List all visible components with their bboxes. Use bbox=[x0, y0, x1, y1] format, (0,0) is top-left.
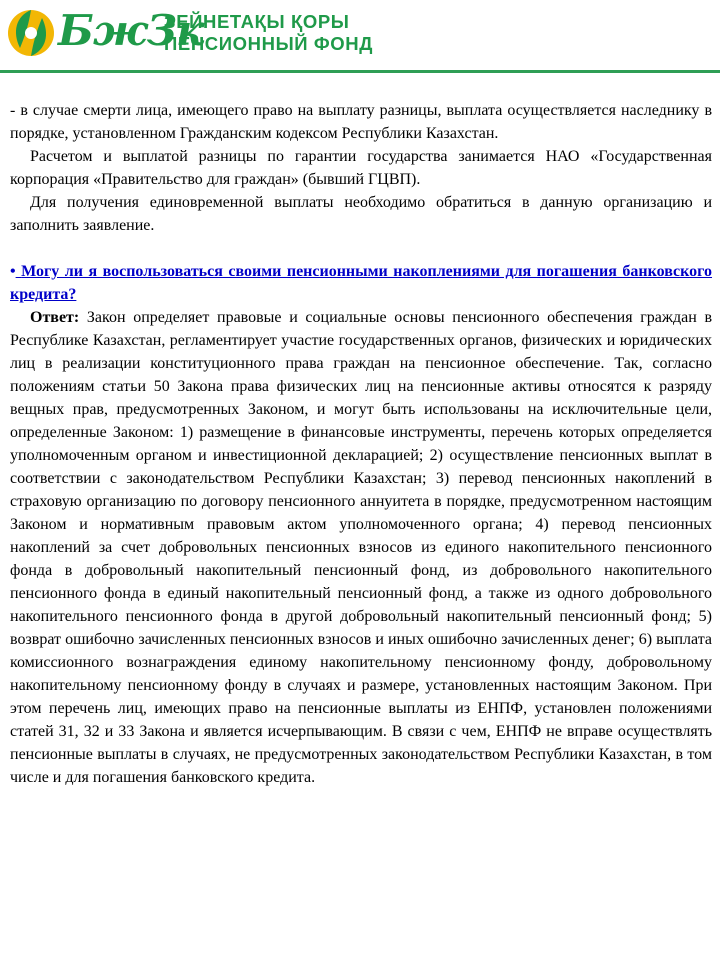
paragraph-inheritance: - в случае смерти лица, имеющего право на выплату разницы, выплата осуществляется наследнику в порядке, установленном Гражданским кодексом Республики Казахстан. bbox=[10, 102, 712, 142]
page-header bbox=[0, 0, 720, 70]
faq-question[interactable] bbox=[10, 260, 712, 306]
header-divider bbox=[0, 70, 720, 73]
org-name-russian: ПЕНСИОННЫЙ ФОНД bbox=[164, 33, 374, 54]
answer-text: Закон определяет правовые и социальные основы пенсионного обеспечения граждан в Республике Казахстан, регламентирует участие государственных органов, физических и юридических лиц в реализации конституционного права граждан на пенсионное обеспечение. Так, согласно положениям статьи 50 Закона права физических лиц на пенсионные активы относятся к разряду вещных прав, предусмотренных Законом, и могут быть использованы на исключительные цели, определенные Законом: 1) размещение в финансовые инструменты, перечень которых определяется уполномоченным органом и инвестиционной декларацией; 2) осуществление пенсионных выплат в соответствии с законодательством Республики Казахстан; 3) перевод пенсионных накоплений в страховую организацию по договору пенсионного аннуитета в порядке, предусмотренном настоящим Законом и нормативным правовым актом уполномоченного органа; 4) перевод пенсионных накоплений за счет добровольных пенсионных взносов из единого накопительного пенсионного фонда в добровольный накопительный пенсионный фонд, из добровольного накопительного пенсионного фонда в единый накопительный пенсионный фонд, а также из одного добровольного накопительного пенсионного фонда в другой добровольный накопительный пенсионный фонд; 5) возврат ошибочно зачисленных пенсионных взносов и иных ошибочно зачисленных денег; 6) выплата комиссионного вознаграждения единому накопительному пенсионному фонду, добровольному накопительному пенсионному фонду в случаях и размере, установленных настоящим Законом. При этом перечень лиц, имеющих право на пенсионные выплаты из ЕНПФ, установлен положениями статей 31, 32 и 33 Закона и является исчерпывающим. В связи с чем, ЕНПФ не вправе осуществлять пенсионные выплаты в случаях, не предусмотренных законодательством Республики Казахстан, в том числе и для погашения банковского кредита. bbox=[10, 309, 712, 786]
logo-wordmark: БжЗк bbox=[58, 6, 204, 55]
faq-question-text[interactable]: Могу ли я воспользоваться своими пенсионными накоплениями для погашения банковского кредита? bbox=[10, 263, 713, 303]
paragraph-application: Для получения единовременной выплаты необходимо обратиться в данную организацию и заполнить заявление. bbox=[10, 194, 712, 234]
document-body bbox=[10, 99, 712, 789]
spacer bbox=[10, 237, 712, 260]
logo-emblem-icon bbox=[6, 8, 56, 58]
answer-label: Ответ: bbox=[30, 309, 80, 326]
org-name-kazakh: ЗЕЙНЕТАҚЫ ҚОРЫ bbox=[164, 11, 350, 32]
bullet-marker: • bbox=[10, 263, 16, 280]
faq-answer bbox=[10, 306, 712, 789]
paragraph-state-corporation: Расчетом и выплатой разницы по гарантии государства занимается НАО «Государственная корпорация «Правительство для граждан» (бывший ГЦВП). bbox=[10, 148, 712, 188]
